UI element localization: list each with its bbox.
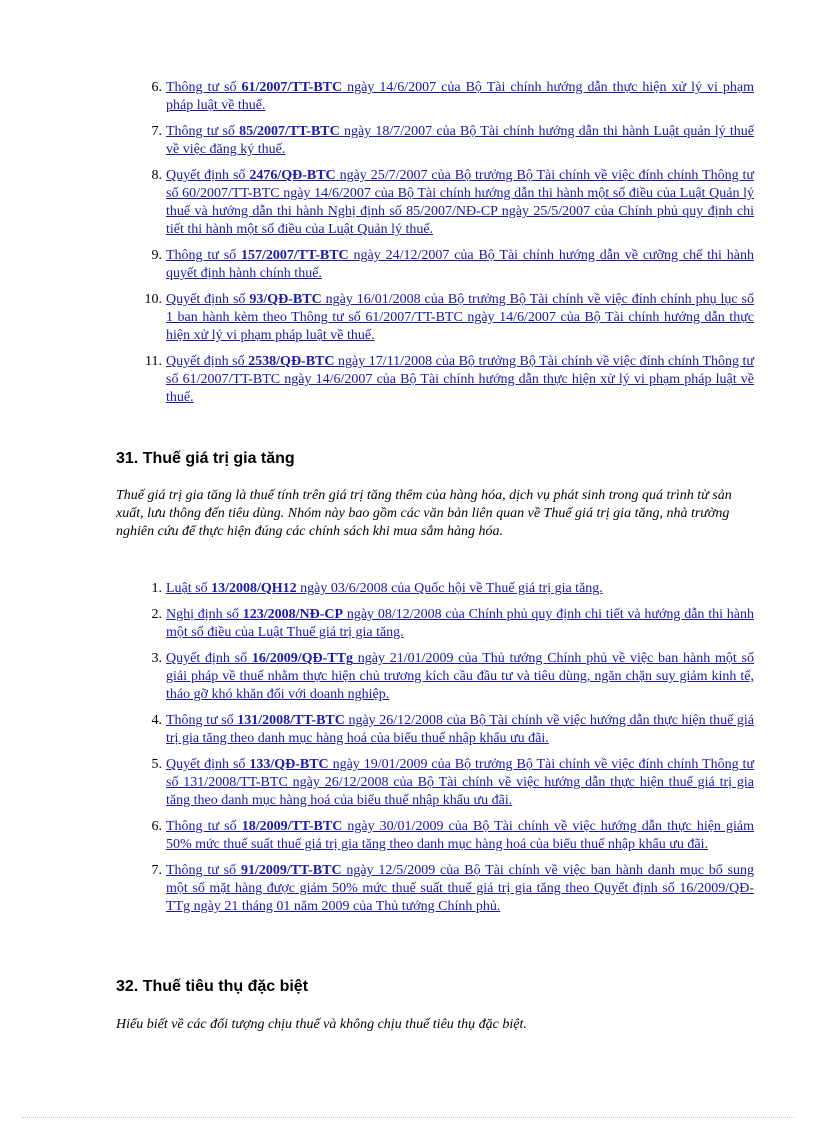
document-description: ngày 12/5/2009 của Bộ Tài chính về việc ban hành danh mục bổ sung một số mặt hàng được giảm 50% mức thuế suất thuế giá trị gia tăng theo Quyết định số 16/2009/QĐ-TTg ngày 21 tháng 01 năm 2009 của Thủ tướng Chính phủ. — [166, 863, 754, 914]
document-type: Quyết định số — [166, 651, 252, 666]
document-number: 85/2007/TT-BTC — [239, 124, 340, 139]
list-item-number: 1. — [151, 581, 162, 596]
section-intro-special-consumption-tax: Hiểu biết về các đối tượng chịu thuế và không chịu thuế tiêu thụ đặc biệt. — [116, 1017, 527, 1032]
list-item — [134, 247, 754, 283]
document-number: 93/QĐ-BTC — [249, 292, 322, 307]
document-number: 123/2008/NĐ-CP — [242, 607, 344, 622]
document-description: ngày 26/12/2008 của Bộ Tài chính về việc hướng dẫn thực hiện thuế giá trị gia tăng theo danh mục hàng hoá của biểu thuế nhập khẩu ưu đãi. — [166, 713, 754, 746]
document-link[interactable] — [166, 291, 754, 345]
document-type: Quyết định số — [166, 354, 249, 369]
list-item-number: 9. — [151, 248, 162, 263]
list-item-number: 8. — [151, 168, 162, 183]
document-link[interactable] — [166, 123, 754, 159]
document-description: ngày 14/6/2007 của Bộ Tài chính hướng dẫn thực hiện xử lý vi phạm pháp luật về thuế. — [166, 80, 754, 113]
document-link[interactable] — [166, 167, 754, 239]
section-intro-vat: Thuế giá trị gia tăng là thuế tính trên giá trị tăng thêm của hàng hóa, dịch vụ phát sinh trong quá trình từ sản xuất, lưu thông đến tiêu dùng. Nhóm này bao gồm các văn bản liên quan về Thuế giá trị gia tăng, nhà trường nghiên cứu để thực hiện đúng các chính sách khi mua sắm hàng hóa. — [116, 488, 732, 539]
document-number: 16/2009/QĐ-TTg — [251, 651, 353, 666]
document-link[interactable] — [166, 712, 754, 748]
document-description: ngày 19/01/2009 của Bộ trưởng Bộ Tài chính về việc đính chính Thông tư số 131/2008/TT-BTC ngày 26/12/2008 của Bộ Tài chính về việc hướng dẫn thực hiện thuế giá trị gia tăng theo danh mục hàng hoá của biểu thuế nhập khẩu ưu đãi. — [166, 757, 754, 808]
document-type: Quyết định số — [166, 168, 250, 183]
document-link[interactable] — [166, 862, 754, 916]
list-item-number: 5. — [151, 757, 162, 772]
document-link[interactable] — [166, 818, 754, 854]
document-link[interactable] — [166, 650, 754, 704]
document-number: 2538/QĐ-BTC — [248, 354, 335, 369]
document-link[interactable] — [166, 606, 754, 642]
document-number: 157/2007/TT-BTC — [241, 248, 349, 263]
document-type: Thông tư số — [166, 80, 242, 95]
list-item — [134, 123, 754, 159]
document-link[interactable] — [166, 247, 754, 283]
list-item-number: 3. — [151, 651, 162, 666]
document-link[interactable] — [166, 79, 754, 115]
document-description: ngày 03/6/2008 của Quốc hội về Thuế giá trị gia tăng. — [296, 581, 603, 596]
document-link[interactable] — [166, 580, 754, 598]
document-type: Quyết định số — [166, 757, 250, 772]
document-description: ngày 17/11/2008 của Bộ trưởng Bộ Tài chính về việc đính chính Thông tư số 61/2007/TT-BTC ngày 14/6/2007 của Bộ Tài chính hướng dẫn thực hiện xử lý vi phạm pháp luật về thuế. — [166, 354, 754, 405]
document-number: 18/2009/TT-BTC — [241, 819, 343, 834]
list-item-number: 7. — [151, 124, 162, 139]
list-item — [134, 79, 754, 115]
document-type: Thông tư số — [166, 713, 238, 728]
document-type: Thông tư số — [166, 819, 242, 834]
list-item-number: 6. — [151, 819, 162, 834]
document-list-tax-management — [134, 79, 754, 415]
list-item — [134, 167, 754, 239]
document-description: ngày 30/01/2009 của Bộ Tài chính về việc hướng dẫn thực hiện giảm 50% mức thuế suất thuế giá trị gia tăng theo danh mục hàng hoá của biểu thuế nhập khẩu ưu đãi. — [166, 819, 754, 852]
document-list-vat — [134, 580, 754, 924]
document-description: ngày 08/12/2008 của Chính phủ quy định chi tiết và hướng dẫn thi hành một số điều của Luật Thuế giá trị gia tăng. — [166, 607, 754, 640]
document-type: Thông tư số — [166, 863, 241, 878]
document-type: Quyết định số — [166, 292, 250, 307]
document-description: ngày 25/7/2007 của Bộ trưởng Bộ Tài chính về việc đính chính Thông tư số 60/2007/TT-BTC ngày 14/6/2007 của Bộ Tài chính hướng dẫn thi hành một số điều của Luật Quản lý thuế và hướng dẫn thi hành Nghị định số 85/2007/NĐ-CP ngày 25/5/2007 của Chính phủ quy định chi tiết thi hành một số điều của Luật Quản lý thuế. — [166, 168, 754, 237]
document-number: 13/2008/QH12 — [211, 581, 297, 596]
list-item-number: 10. — [144, 292, 162, 307]
page-footer-divider — [22, 1117, 794, 1118]
document-number: 131/2008/TT-BTC — [237, 713, 345, 728]
document-number: 133/QĐ-BTC — [249, 757, 329, 772]
list-item — [134, 818, 754, 854]
document-description: ngày 18/7/2007 của Bộ Tài chính hướng dẫn thi hành Luật quản lý thuế về việc đăng ký thuế. — [166, 124, 754, 157]
list-item — [134, 580, 754, 598]
document-number: 91/2009/TT-BTC — [240, 863, 342, 878]
document-description: ngày 16/01/2008 của Bộ trưởng Bộ Tài chính về việc đính chính phụ lục số 1 ban hành kèm theo Thông tư số 61/2007/TT-BTC ngày 14/6/2007 của Bộ Tài chính hướng dẫn thực hiện xử lý vi phạm pháp luật về thuế. — [166, 292, 754, 343]
list-item — [134, 606, 754, 642]
list-item — [134, 756, 754, 810]
document-link[interactable] — [166, 756, 754, 810]
document-type: Thông tư số — [166, 248, 242, 263]
document-type: Nghị định số — [166, 607, 243, 622]
document-type: Luật số — [166, 581, 212, 596]
document-number: 2476/QĐ-BTC — [249, 168, 336, 183]
document-description: ngày 24/12/2007 của Bộ Tài chính hướng dẫn về cưỡng chế thi hành quyết định hành chính thuế. — [166, 248, 754, 281]
list-item — [134, 862, 754, 916]
list-item-number: 2. — [151, 607, 162, 622]
document-number: 61/2007/TT-BTC — [241, 80, 343, 95]
section-heading-special-consumption-tax: 32. Thuế tiêu thụ đặc biệt — [116, 978, 309, 995]
list-item-number: 6. — [151, 80, 162, 95]
list-item-number: 11. — [145, 354, 162, 369]
list-item — [134, 291, 754, 345]
section-heading-vat: 31. Thuế giá trị gia tăng — [116, 450, 295, 467]
list-item — [134, 353, 754, 407]
list-item — [134, 712, 754, 748]
document-link[interactable] — [166, 353, 754, 407]
list-item — [134, 650, 754, 704]
document-description: ngày 21/01/2009 của Thủ tướng Chính phủ về việc ban hành một số giải pháp về thuế nhằm thực hiện chủ trương kích cầu đầu tư và tiêu dùng, ngăn chặn suy giảm kinh tế, tháo gỡ khó khăn đối với doanh nghiệp. — [166, 651, 754, 702]
document-type: Thông tư số — [166, 124, 240, 139]
list-item-number: 4. — [151, 713, 162, 728]
list-item-number: 7. — [151, 863, 162, 878]
